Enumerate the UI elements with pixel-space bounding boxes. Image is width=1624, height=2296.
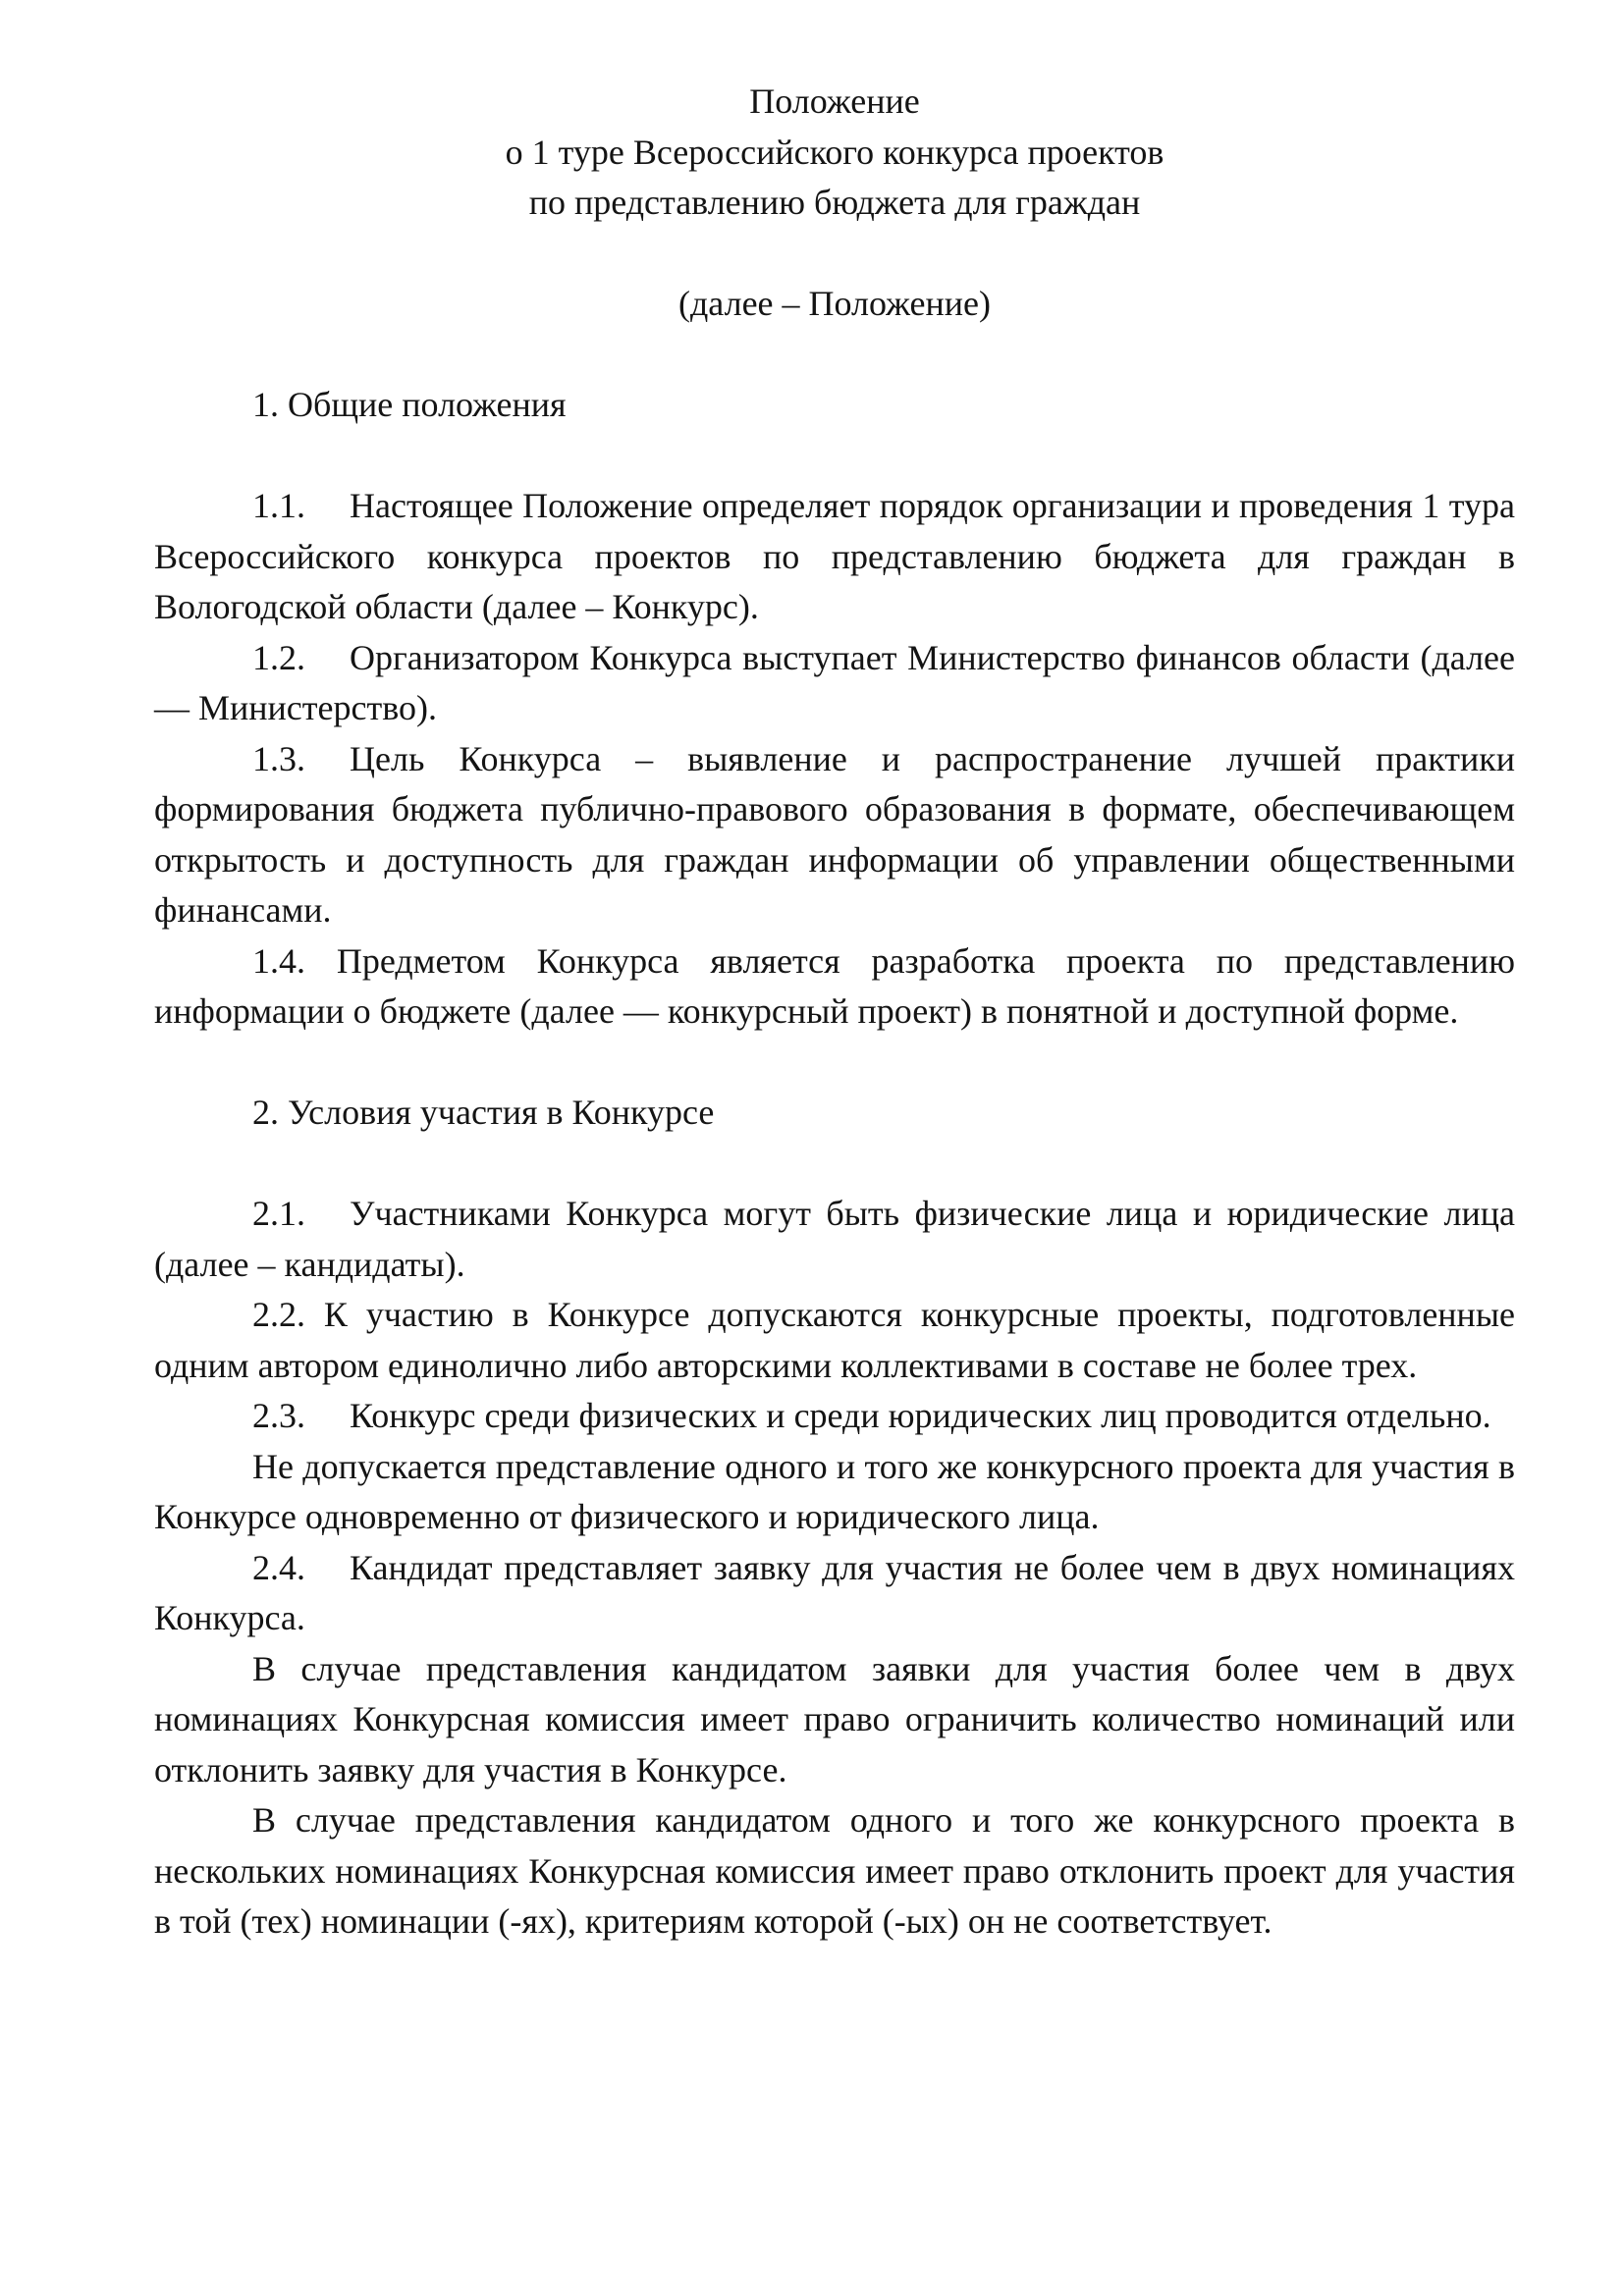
paragraph-2-4 [154,1543,1515,1644]
title-line-2: о 1 туре Всероссийского конкурса проектов [505,132,1164,172]
paragraph-2-2 [154,1290,1515,1391]
section-1-heading: 1. Общие положения [252,385,567,424]
paragraph-number: 2.1. [252,1194,305,1233]
paragraph-1-4 [154,936,1515,1038]
paragraph-text: В случае представления кандидатом одного и того же конкурсного проекта в нескольких номинациях Конкурсная комиссия имеет право отклонить проект для участия в той (тех) номинации (-ях), критериям которой (-ых) он не соответствует. [154,1800,1515,1941]
paragraph-text: Цель Конкурса – выявление и распространение лучшей практики формирования бюджета публично-правового образования в формате, обеспечивающем открытость и доступность для граждан информации об управлении общественными финансами. [154,738,1515,930]
paragraph-number: 2.3. [252,1396,305,1435]
paragraph-text: Конкурс среди физических и среди юридических лиц проводится отдельно. [350,1396,1491,1435]
paragraph-text: В случае представления кандидатом заявки для участия более чем в двух номинациях Конкурсная комиссия имеет право ограничить количество номинаций или отклонить заявку для участия в Конкурсе. [154,1648,1515,1789]
paragraph-text: Кандидат представляет заявку для участия не более чем в двух номинациях Конкурса. [154,1547,1515,1637]
title-alias: (далее – Положение) [678,284,991,323]
paragraph-number: 1.4. [252,940,305,981]
title-line-3: по представлению бюджета для граждан [528,183,1141,222]
paragraph-2-4-note-2 [154,1795,1515,1948]
paragraph-number: 2.2. [252,1295,305,1334]
paragraph-1-1 [154,481,1515,633]
paragraph-text: Организатором Конкурса выступает Министерство финансов области (далее — Министерство). [154,637,1515,727]
paragraph-number: 2.4. [252,1547,305,1587]
paragraph-number: 1.3. [252,738,305,778]
paragraph-text: К участию в Конкурсе допускаются конкурсные проекты, подготовленные одним автором единолично либо авторскими коллективами в составе не более трех. [154,1295,1515,1385]
paragraph-2-3-note [154,1442,1515,1543]
document-content [154,77,1515,1948]
section-2-heading: 2. Условия участия в Конкурсе [252,1093,715,1132]
paragraph-1-3 [154,734,1515,936]
paragraph-text: Предметом Конкурса является разработка проекта по представлению информации о бюджете (далее — конкурсный проект) в понятной и доступной форме. [154,940,1515,1031]
document-title [154,77,1515,330]
paragraph-1-2 [154,633,1515,734]
paragraph-number: 1.1. [252,486,305,525]
title-line-1: Положение [749,81,920,121]
paragraph-text: Настоящее Положение определяет порядок организации и проведения 1 тура Всероссийского конкурса проектов по представлению бюджета для граждан в Вологодской области (далее – Конкурс). [154,486,1515,626]
paragraph-text: Не допускается представление одного и того же конкурсного проекта для участия в Конкурсе одновременно от физического и юридического лица. [154,1446,1515,1536]
paragraph-number: 1.2. [252,637,305,677]
paragraph-text: Участниками Конкурса могут быть физические лица и юридические лица (далее – кандидаты). [154,1194,1515,1284]
paragraph-2-3 [154,1391,1515,1442]
paragraph-2-1 [154,1189,1515,1290]
paragraph-2-4-note-1 [154,1644,1515,1796]
